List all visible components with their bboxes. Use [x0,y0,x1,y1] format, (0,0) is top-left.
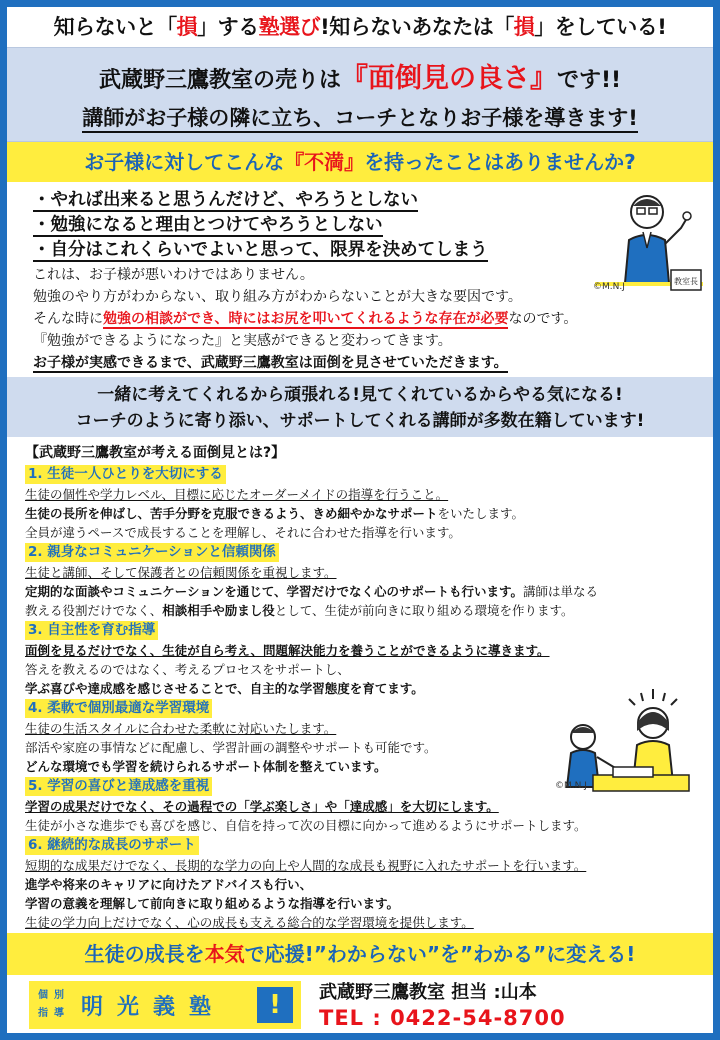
care-text: をいたします。 [437,506,525,521]
headline-red: 塾選び [258,15,321,39]
paragraph-line [33,308,577,330]
concern-text: ・やれば出来ると思うんだけど、やろうとしない [33,190,418,210]
care-line: どんな環境でも学習を続けられるサポート体制を整えています。 [25,759,387,774]
paragraph-text: そんな時に [33,311,103,327]
care-text: 教える役割だけでなく、 [25,603,163,618]
care-section [7,437,713,933]
feature-text: 講師がお子様の隣に立ち、コーチとなりお子様を導きます! [82,106,638,133]
phone-number[interactable]: TEL : 0422-54-8700 [319,1006,566,1030]
coach-line-1: 一緒に考えてくれるから頑張れる!見てくれているからやる気になる! [97,385,623,405]
care-line: 生徒の学力向上だけでなく、心の成長も支える総合的な学習環境を提供します。 [25,915,474,930]
care-line: 生徒の生活スタイルに合わせた柔軟に対応いたします。 [25,721,337,736]
care-line: 答えを教えるのではなく、考えるプロセスをサポートし、 [25,662,350,677]
question-highlight: 『不満』 [284,150,365,174]
care-line: 全員が違うペースで成長することを理解し、それに合わせた指導を行います。 [25,525,461,540]
care-heading: 4. 柔軟で個別最適な学習環境 [25,699,212,718]
slogan-text: 生徒の成長を [84,942,205,966]
feature-text: 武蔵野三鷹教室の売りは [98,68,341,93]
care-line: 部活や家庭の事情などに配慮し、学習計画の調整やサポートも可能です。 [25,740,437,755]
feature-text: です!! [556,68,622,93]
care-text: として、生徒が前向きに取り組める環境を作ります。 [274,603,574,618]
footer [7,975,713,1033]
care-line: 学ぶ喜びや達成感を感じさせることで、自主的な学習態度を育てます。 [25,681,424,696]
care-line: 学習の成果だけでなく、その過程での「学ぶ楽しさ」や「達成感」を大切にします。 [25,799,499,814]
question-banner [7,142,713,182]
headline-text: 」をしている! [534,15,667,39]
care-text: 講師は単なる [523,584,599,599]
care-line: 生徒が小さな進歩でも喜びを感じ、自信を持って次の目標に向かって進めるようにサポートします。 [25,818,587,833]
meiko-logo [29,981,301,1029]
care-heading: 5. 学習の喜びと達成感を重視 [25,777,212,796]
concern-text: ・勉強になると理由とつけてやろうとしない [33,215,383,235]
care-line [25,582,598,601]
care-heading: 1. 生徒一人ひとりを大切にする [25,465,226,484]
paragraph-line [33,352,508,374]
logo-small-text [35,987,67,1023]
headline-red: 損 [513,15,535,39]
care-line: 短期的な成果だけでなく、長期的な学力の向上や人間的な成長も視野に入れたサポートを行います。 [25,858,587,873]
logo-char: 指 [38,1008,48,1019]
question-text: を持ったことはありませんか? [364,150,636,174]
logo-char: 個 [38,990,48,1001]
paragraph-line: 『勉強ができるようになった』と実感ができると変わってきます。 [33,333,452,349]
feature-line-1 [7,62,713,98]
care-heading: 2. 親身なコミュニケーションと信頼関係 [25,543,279,562]
headline [7,7,713,47]
concerns-section [7,182,713,377]
care-line [25,601,574,620]
concern-bullet [33,238,488,262]
feature-highlight: 『面倒見の良さ』 [340,63,557,94]
concern-bullet [33,213,383,237]
headline-text: !知らないあなたは「 [320,15,514,39]
logo-char: 別 [54,990,64,1001]
paragraph-line: 勉強のやり方がわからない、取り組み方がわからないことが大きな要因です。 [33,289,522,305]
teacher-illustration [595,188,703,296]
care-line: 進学や将来のキャリアに向けたアドバイスも行い、 [25,877,313,892]
care-bold: 定期的な面談やコミュニケーションを通じて、学習だけでなく心のサポートも行います。 [25,584,524,599]
feature-band [7,47,713,142]
care-title: 【武蔵野三鷹教室が考える面倒見とは?】 [25,445,286,461]
care-line: 面倒を見るだけでなく、生徒が自ら考え、問題解決能力を養うことができるように導きます。 [25,643,550,658]
care-bold: 生徒の長所を伸ばし、苦手分野を克服できるよう、きめ細やかなサポート [25,506,438,521]
copyright-mark: ©M.N.J [593,282,625,292]
coach-line-2: コーチのように寄り添い、サポートしてくれる講師が多数在籍しています! [75,411,645,431]
care-line: 生徒の個性や学力レベル、目標に応じたオーダーメイドの指導を行うこと。 [25,487,449,502]
concern-bullet [33,188,418,212]
student-teacher-illustration [553,687,693,795]
slogan-text: で応援!”わからない”を”わかる”に変える! [244,942,636,966]
care-line: 生徒と講師、そして保護者との信頼関係を重視します。 [25,565,337,580]
logo-name: 明光義塾 [81,994,226,1020]
care-bold: 相談相手や励まし役 [162,603,275,618]
care-heading: 6. 継続的な成長のサポート [25,836,199,855]
care-line: 学習の意義を理解して前向きに取り組めるような指導を行います。 [25,896,400,911]
care-line [25,504,524,523]
headline-text: 」する [197,15,259,39]
feature-line-2 [7,102,713,134]
care-heading: 3. 自主性を育む指導 [25,621,158,640]
contact-person: 武蔵野三鷹教室 担当 :山本 [319,982,537,1003]
logo-char: 導 [54,1008,64,1019]
coach-band [7,377,713,437]
paragraph-line: これは、お子様が悪いわけではありません。 [33,267,314,283]
concern-text: ・自分はこれくらいでよいと思って、限界を決めてしまう [33,240,488,260]
paragraph-highlight: 勉強の相談ができ、時にはお尻を叩いてくれるような存在が必要 [103,311,509,327]
headline-text: 知らないと「 [53,15,177,39]
logo-exclamation-icon: ! [257,987,293,1023]
paragraph-bold: お子様が実感できるまで、武蔵野三鷹教室は面倒を見させていただきます。 [33,355,508,371]
slogan-highlight: 本気 [204,942,245,966]
name-plate: 教室長 [674,277,698,286]
slogan-banner [7,933,713,975]
copyright-mark: ©M.N.J [555,781,587,791]
question-text: お子様に対してこんな [84,150,285,174]
headline-red: 損 [176,15,198,39]
paragraph-text: なのです。 [508,311,578,327]
